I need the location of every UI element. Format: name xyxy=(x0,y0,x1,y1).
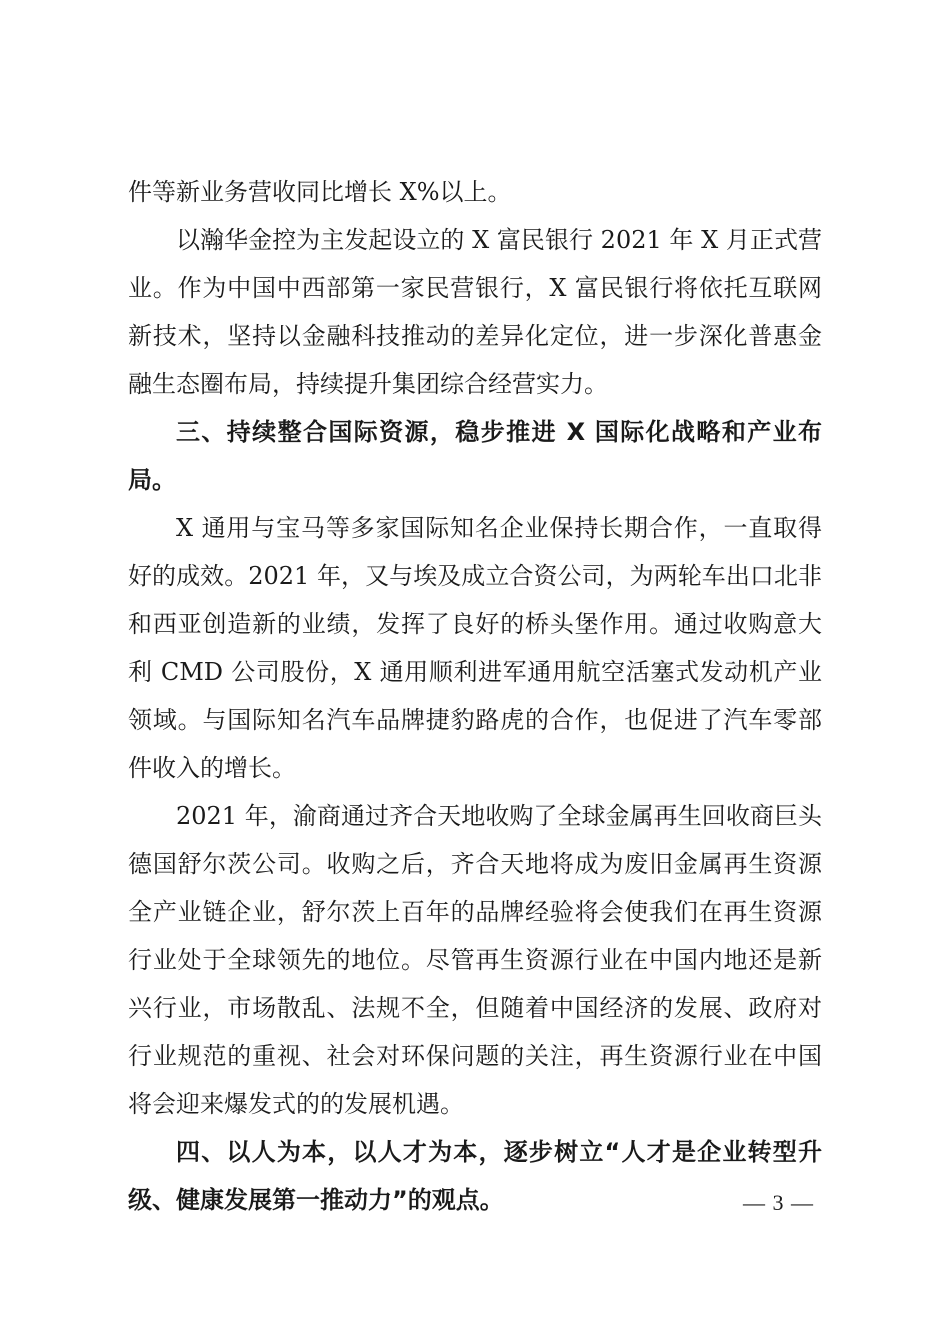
paragraph-international-cooperation: X 通用与宝马等多家国际知名企业保持长期合作，一直取得好的成效。2021 年，又与埃及成立合资公司，为两轮车出口北非和西亚创造新的业绩，发挥了良好的桥头堡作用。通过收购意大利 CMD 公司股份，X 通用顺利进军通用航空活塞式发动机产业领域。与国际知名汽车品牌捷豹路虎的合作，也促进了汽车零部件收入的增长。 xyxy=(128,514,822,782)
page-number: — 3 — xyxy=(743,1190,814,1215)
paragraph-continuation: 件等新业务营收同比增长 X%以上。 xyxy=(128,178,512,206)
section-heading-three: 三、持续整合国际资源，稳步推进 X 国际化战略和产业布局。 xyxy=(128,418,822,494)
section-heading-four: 四、以人为本，以人才为本，逐步树立“人才是企业转型升级、健康发展第一推动力”的观点。 xyxy=(128,1138,822,1214)
paragraph-fumin-bank: 以瀚华金控为主发起设立的 X 富民银行 2021 年 X 月正式营业。作为中国中西部第一家民营银行，X 富民银行将依托互联网新技术，坚持以金融科技推动的差异化定位，进一步深化普惠金融生态圈布局，持续提升集团综合经营实力。 xyxy=(128,226,822,398)
paragraph-acquisition: 2021 年，渝商通过齐合天地收购了全球金属再生回收商巨头德国舒尔茨公司。收购之后，齐合天地将成为废旧金属再生资源全产业链企业，舒尔茨上百年的品牌经验将会使我们在再生资源行业处于全球领先的地位。尽管再生资源行业在中国内地还是新兴行业，市场散乱、法规不全，但随着中国经济的发展、政府对行业规范的重视、社会对环保问题的关注，再生资源行业在中国将会迎来爆发式的的发展机遇。 xyxy=(128,802,822,1118)
document-body xyxy=(128,168,822,1224)
